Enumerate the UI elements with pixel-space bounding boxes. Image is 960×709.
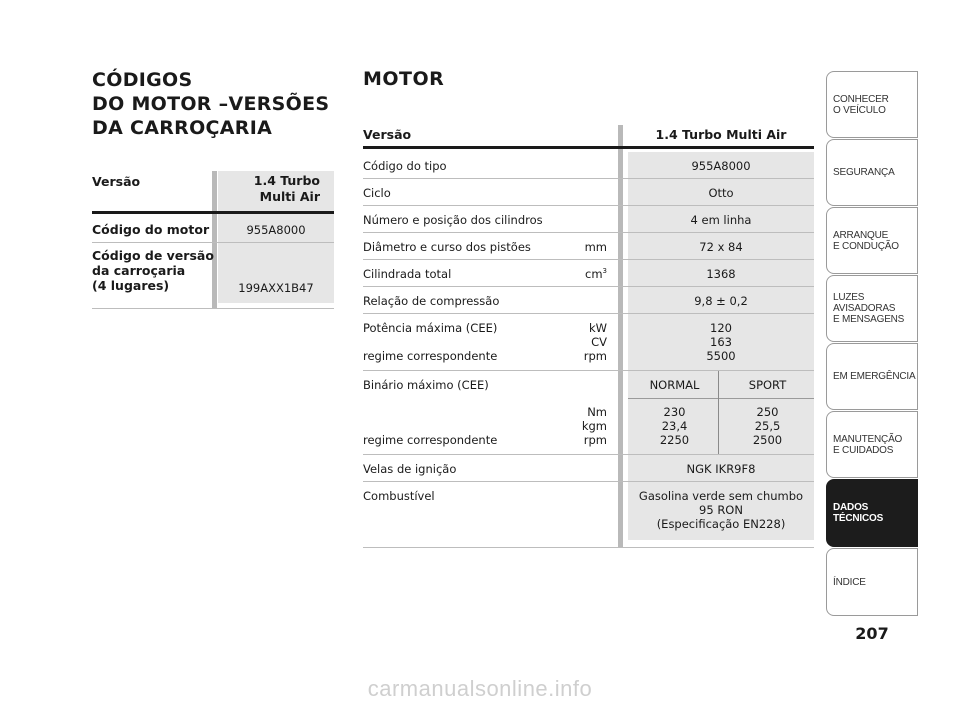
left-bottom-rule (92, 308, 334, 309)
row-divider (363, 370, 814, 371)
row-divider (363, 178, 814, 179)
motor-header-versao: Versão (363, 127, 412, 142)
left-header-engine: 1.4 Turbo Multi Air (253, 173, 320, 204)
left-row-engine-code-value: 955A8000 (246, 223, 306, 237)
tab-conhecer-o-veiculo[interactable]: CONHECER O VEÍCULO (826, 71, 918, 138)
row-divider (363, 481, 814, 482)
motor-title: MOTOR (363, 68, 445, 90)
page-number: 207 (855, 624, 889, 643)
left-header-rule (92, 211, 334, 214)
tab-dados-tecnicos[interactable]: DADOS TÉCNICOS (826, 479, 918, 547)
row-divider (363, 259, 814, 260)
motor-header-rule (363, 146, 814, 149)
motor-row-potencia: Potência máxima (CEE) regime correspondente kW CV rpm 120 163 5500 (363, 321, 736, 363)
left-row-body-code-label: Código de versão da carroçaria (4 lugares) (92, 248, 214, 293)
tab-luzes-avisadoras[interactable]: LUZES AVISADORAS E MENSAGENS (826, 275, 918, 342)
left-row-divider (92, 242, 334, 243)
motor-row-binario-values: regime correspondente Nm kgm rpm 230 23,4 2250 250 25,5 2500 (363, 405, 783, 447)
row-divider (363, 313, 814, 314)
left-header-versao: Versão (92, 174, 141, 189)
row-divider (363, 232, 814, 233)
row-divider (363, 454, 814, 455)
tab-seguranca[interactable]: SEGURANÇA (826, 139, 918, 206)
tab-em-emergencia[interactable]: EM EMERGÊNCIA (826, 343, 918, 410)
motor-header-engine: 1.4 Turbo Multi Air (655, 127, 787, 142)
row-divider (363, 286, 814, 287)
left-row-body-code-value: 199AXX1B47 (238, 281, 314, 295)
mode-divider (628, 398, 814, 399)
table-bottom-rule (363, 547, 814, 548)
tab-arranque-e-conducao[interactable]: ARRANQUE E CONDUÇÃO (826, 207, 918, 274)
watermark: carmanualsonline.info (367, 676, 593, 701)
engine-codes-title: CÓDIGOS DO MOTOR –VERSÕES DA CARROÇARIA (92, 69, 330, 139)
row-divider (363, 205, 814, 206)
left-row-engine-code-label: Código do motor (92, 222, 210, 237)
tab-manutencao-e-cuidados[interactable]: MANUTENÇÃO E CUIDADOS (826, 411, 918, 478)
tab-indice[interactable]: ÍNDICE (826, 548, 918, 616)
